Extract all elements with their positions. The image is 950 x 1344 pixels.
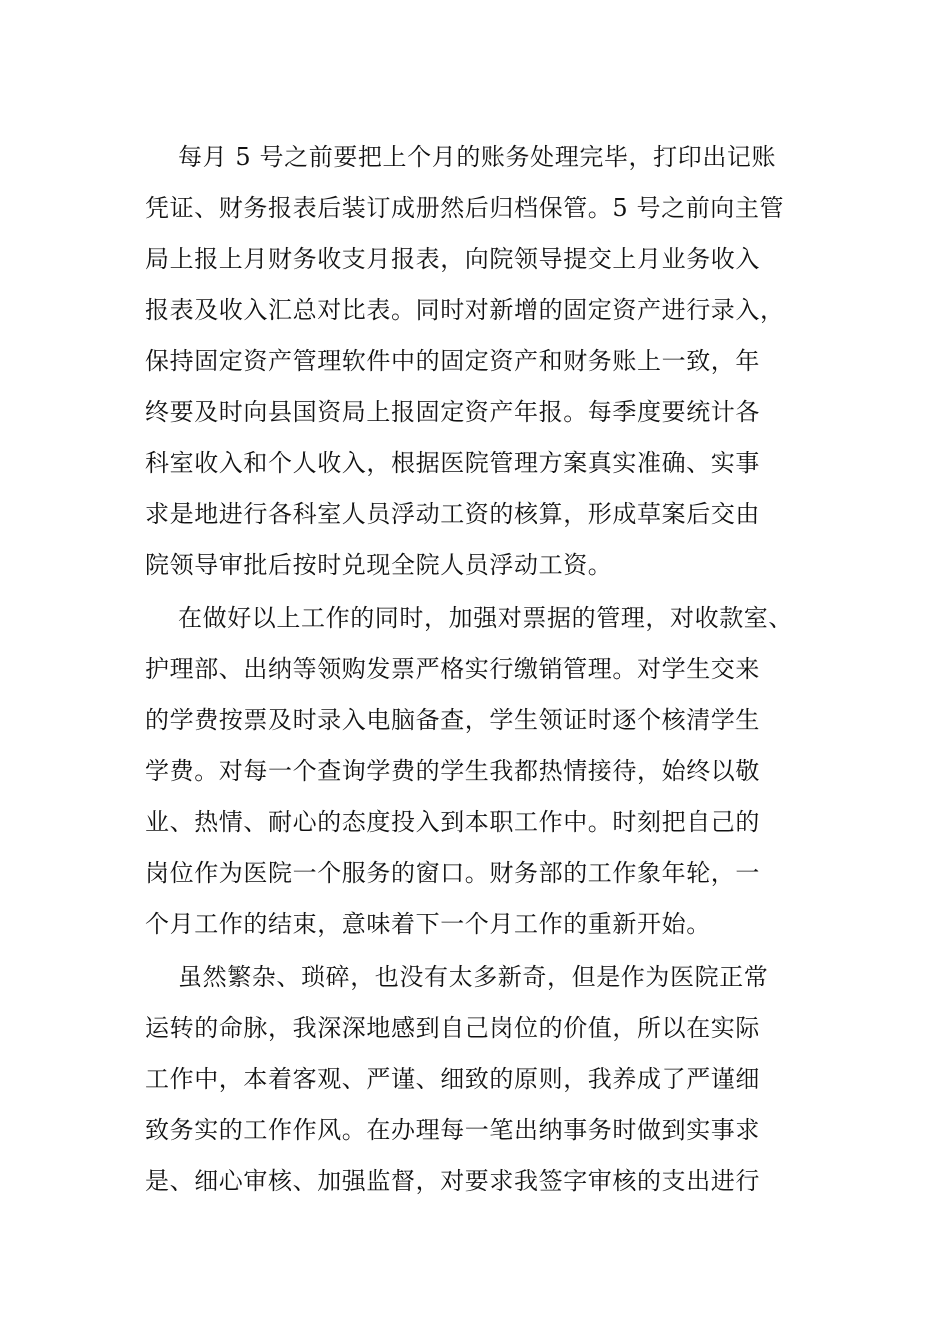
paragraph-line: 院领导审批后按时兑现全院人员浮动工资。 [145, 551, 613, 579]
paragraph-line: 局上报上月财务收支月报表，向院领导提交上月业务收入 [145, 245, 760, 273]
paragraph-line: 学费。对每一个查询学费的学生我都热情接待，始终以敬 [145, 757, 760, 785]
paragraph-line: 运转的命脉，我深深地感到自己岗位的价值，所以在实际 [145, 1014, 760, 1042]
paragraph-line: 终要及时向县国资局上报固定资产年报。每季度要统计各 [145, 398, 760, 426]
paragraph-line: 护理部、出纳等领购发票严格实行缴销管理。对学生交来 [145, 655, 760, 683]
paragraph-line: 业、热情、耐心的态度投入到本职工作中。时刻把自己的 [145, 808, 760, 836]
paragraph-line: 是、细心审核、加强监督，对要求我签字审核的支出进行 [145, 1167, 760, 1195]
paragraph-line: 致务实的工作作风。在办理每一笔出纳事务时做到实事求 [145, 1116, 760, 1144]
paragraph-line: 保持固定资产管理软件中的固定资产和财务账上一致，年 [145, 347, 760, 375]
paragraph-line: 工作中，本着客观、严谨、细致的原则，我养成了严谨细 [145, 1065, 760, 1093]
paragraph-line: 求是地进行各科室人员浮动工资的核算，形成草案后交由 [145, 500, 760, 528]
paragraph-line: 岗位作为医院一个服务的窗口。财务部的工作象年轮，一 [145, 859, 760, 887]
paragraph-2 [145, 593, 805, 950]
paragraph-line: 个月工作的结束，意味着下一个月工作的重新开始。 [145, 910, 711, 938]
paragraph-line: 报表及收入汇总对比表。同时对新增的固定资产进行录入， [145, 296, 785, 324]
paragraph-3 [145, 952, 805, 1207]
document-body [145, 132, 805, 1207]
paragraph-line: 虽然繁杂、琐碎，也没有太多新奇，但是作为医院正常 [178, 963, 769, 991]
paragraph-line: 科室收入和个人收入，根据医院管理方案真实准确、实事 [145, 449, 760, 477]
paragraph-line: 每月 5 号之前要把上个月的账务处理完毕，打印出记账 [178, 143, 777, 171]
paragraph-line: 在做好以上工作的同时，加强对票据的管理，对收款室、 [178, 604, 793, 632]
paragraph-line: 的学费按票及时录入电脑备查，学生领证时逐个核清学生 [145, 706, 760, 734]
paragraph-line: 凭证、财务报表后装订成册然后归档保管。5 号之前向主管 [145, 194, 785, 222]
paragraph-1 [145, 132, 805, 591]
